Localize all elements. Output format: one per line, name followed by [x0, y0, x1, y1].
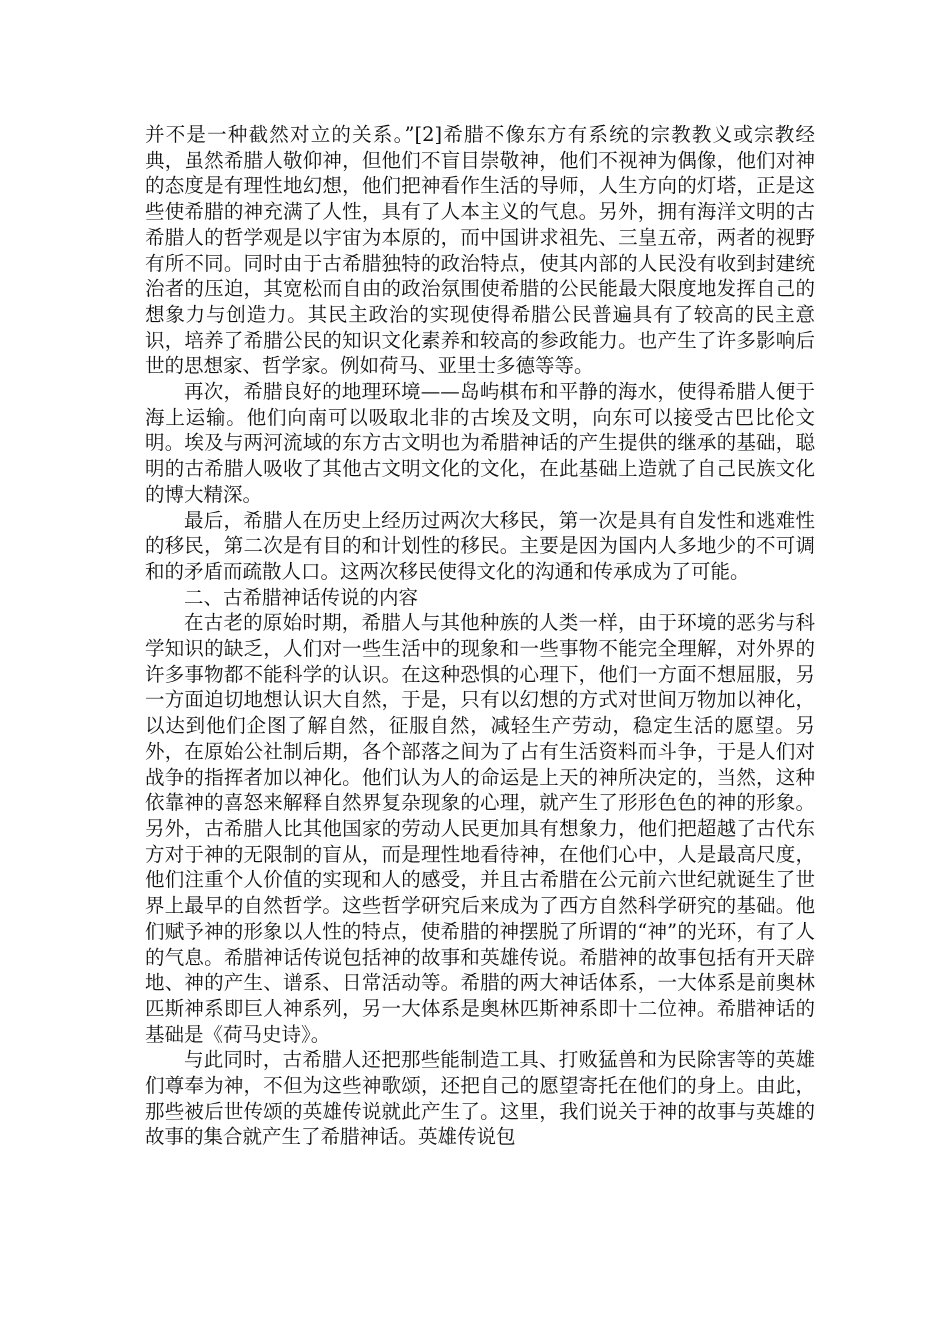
- paragraph-heroes: 与此同时，古希腊人还把那些能制造工具、打败猛兽和为民除害等的英雄们尊奉为神，不但为这些神歌颂，还把自己的愿望寄托在他们的身上。由此，那些被后世传颂的英雄传说就此产生了。这里，我们说关于神的故事与英雄的故事的集合就产生了希腊神话。英雄传说包: [145, 1048, 815, 1149]
- paragraph-geography: 再次，希腊良好的地理环境——岛屿棋布和平静的海水，使得希腊人便于海上运输。他们向南可以吸取北非的古埃及文明，向东可以接受古巴比伦文明。埃及与两河流域的东方古文明也为希腊神话的产生提供的继承的基础，聪明的古希腊人吸收了其他古文明文化的文化，在此基础上造就了自己民族文化的博大精深。: [145, 380, 815, 506]
- section-heading: 二、古希腊神话传说的内容: [184, 585, 419, 609]
- paragraph-continuation: 并不是一种截然对立的关系。”[2]希腊不像东方有系统的宗教教义或宗教经典，虽然希腊人敬仰神，但他们不盲目崇敬神，他们不视神为偶像，他们对神的态度是有理性地幻想，他们把神看作生活的导师，人生方向的灯塔，正是这些使希腊的神充满了人性，具有了人本主义的气息。另外，拥有海洋文明的古希腊人的哲学观是以宇宙为本原的，而中国讲求祖先、三皇五帝，两者的视野有所不同。同时由于古希腊独特的政治特点，使其内部的人民没有收到封建统治者的压迫，其宽松而自由的政治氛围使希腊的公民能最大限度地发挥自己的想象力与创造力。其民主政治的实现使得希腊公民普遍具有了较高的民主意识，培养了希腊公民的知识文化素养和较高的参政能力。也产生了许多影响后世的思想家、哲学家。例如荷马、亚里士多德等等。: [145, 123, 815, 378]
- body-text: [145, 122, 815, 1150]
- paragraph-migration: 最后，希腊人在历史上经历过两次大移民，第一次是具有自发性和逃难性的移民，第二次是有目的和计划性的移民。主要是因为国内人多地少的不可调和的矛盾而疏散人口。这两次移民使得文化的沟通和传承成为了可能。: [145, 508, 815, 583]
- paragraph-origins: 在古老的原始时期，希腊人与其他种族的人类一样，由于环境的恶劣与科学知识的缺乏，人们对一些生活中的现象和一些事物不能完全理解，对外界的许多事物都不能科学的认识。在这种恐惧的心理下，他们一方面不想屈服，另一方面迫切地想认识大自然，于是，只有以幻想的方式对世间万物加以神化，以达到他们企图了解自然，征服自然，减轻生产劳动，稳定生活的愿望。另外，在原始公社制后期，各个部落之间为了占有生活资料而斗争，于是人们对战争的指挥者加以神化。他们认为人的命运是上天的神所决定的，当然，这种依靠神的喜怒来解释自然界复杂现象的心理，就产生了形形色色的神的形象。另外，古希腊人比其他国家的劳动人民更加具有想象力，他们把超越了古代东方对于神的无限制的盲从，而是理性地看待神，在他们心中，人是最高尺度，他们注重个人价值的实现和人的感受，并且古希腊在公元前六世纪就诞生了世界上最早的自然哲学。这些哲学研究后来成为了西方自然科学研究的基础。他们赋予神的形象以人性的特点，使希腊的神摆脱了所谓的“神”的光环，有了人的气息。希腊神话传说包括神的故事和英雄传说。希腊神的故事包括有开天辟地、神的产生、谱系、日常活动等。希腊的两大神话体系，一大体系是前奥林匹斯神系即巨人神系列，另一大体系是奥林匹斯神系即十二位神。希腊神话的基础是《荷马史诗》。: [145, 611, 815, 1046]
